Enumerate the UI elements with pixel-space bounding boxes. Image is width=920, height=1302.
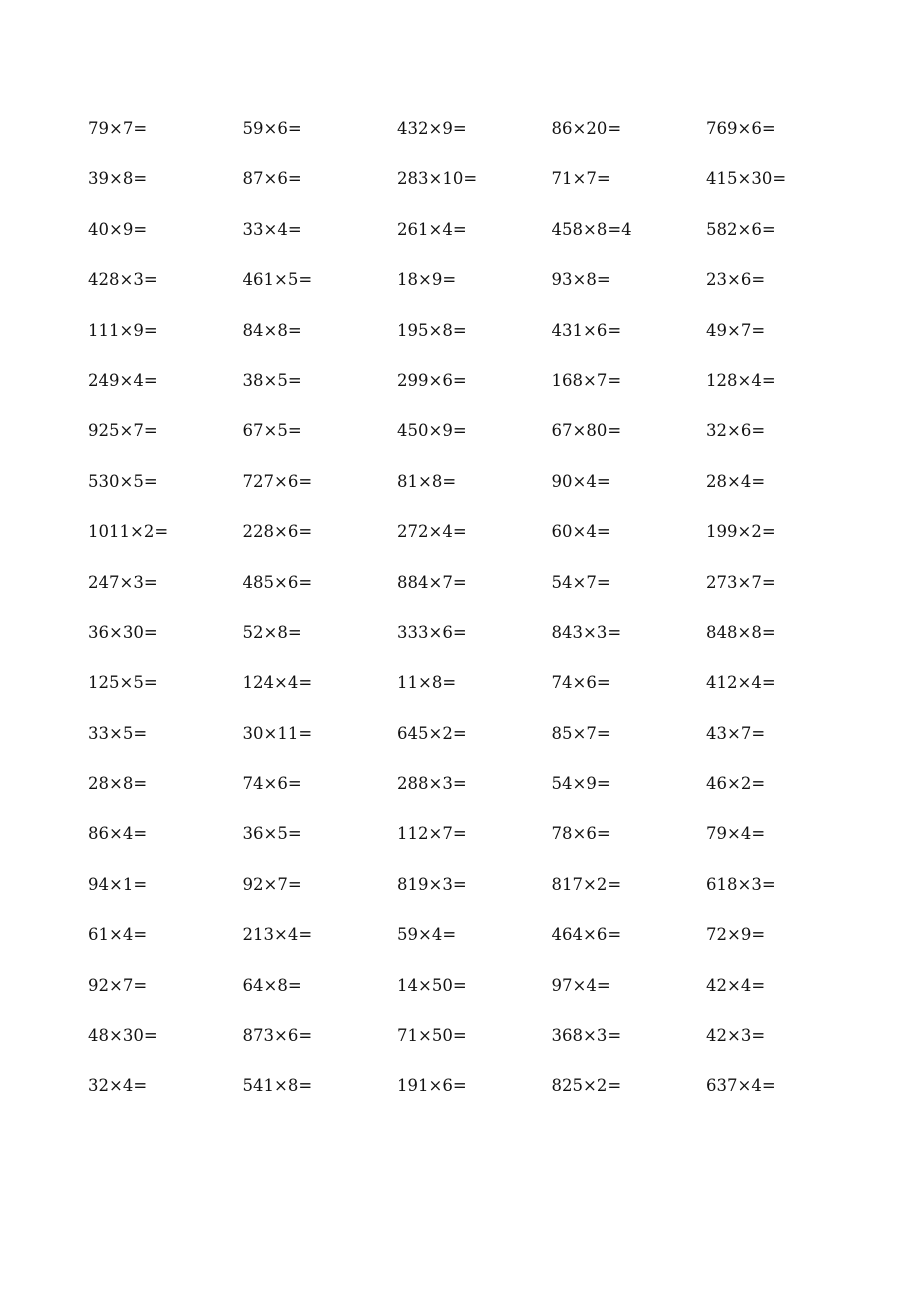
multiplication-problem: 645×2= <box>397 723 467 743</box>
multiplication-problem: 825×2= <box>551 1076 622 1096</box>
problem-row <box>88 166 868 216</box>
multiplication-problem: 90×4= <box>551 471 611 491</box>
multiplication-problem: 288×3= <box>397 774 467 794</box>
multiplication-problem: 530×5= <box>88 471 158 491</box>
problem-row <box>88 368 868 418</box>
multiplication-problem: 247×3= <box>88 572 158 592</box>
multiplication-problem: 94×1= <box>88 874 148 894</box>
multiplication-problem: 59×6= <box>242 119 302 138</box>
multiplication-problem: 67×5= <box>242 421 302 441</box>
multiplication-problem: 61×4= <box>88 925 148 945</box>
multiplication-problem: 32×6= <box>706 421 766 441</box>
problem-row <box>88 217 868 267</box>
problem-row <box>88 922 868 972</box>
multiplication-problem: 213×4= <box>242 925 313 945</box>
multiplication-problem: 111×9= <box>88 320 158 340</box>
multiplication-problem: 464×6= <box>551 925 622 945</box>
multiplication-problem: 299×6= <box>397 370 467 390</box>
multiplication-problem: 817×2= <box>551 874 622 894</box>
problem-row <box>88 469 868 519</box>
multiplication-problem: 368×3= <box>551 1026 622 1046</box>
problem-row <box>88 116 868 166</box>
problem-row <box>88 570 868 620</box>
multiplication-problem: 199×2= <box>706 522 776 542</box>
multiplication-problem: 843×3= <box>551 622 622 642</box>
multiplication-problem: 86×4= <box>88 824 148 844</box>
multiplication-problem: 1011×2= <box>88 522 169 542</box>
problem-row <box>88 771 868 821</box>
multiplication-problem: 36×30= <box>88 622 158 642</box>
multiplication-problem: 71×7= <box>551 169 611 189</box>
multiplication-problem: 485×6= <box>242 572 313 592</box>
multiplication-problem: 191×6= <box>397 1076 467 1096</box>
problem-row <box>88 821 868 871</box>
multiplication-problem: 39×8= <box>88 169 148 189</box>
multiplication-problem: 618×3= <box>706 874 776 894</box>
multiplication-problem: 884×7= <box>397 572 467 592</box>
multiplication-problem: 87×6= <box>242 169 302 189</box>
multiplication-problem: 30×11= <box>242 723 313 743</box>
problem-row <box>88 872 868 922</box>
multiplication-problem: 43×7= <box>706 723 766 743</box>
multiplication-problem: 428×3= <box>88 270 158 290</box>
multiplication-problem: 582×6= <box>706 219 776 239</box>
multiplication-problem: 769×6= <box>706 119 776 138</box>
multiplication-problem: 28×8= <box>88 774 148 794</box>
multiplication-problem: 72×9= <box>706 925 766 945</box>
multiplication-problem: 92×7= <box>242 874 302 894</box>
multiplication-problem: 54×9= <box>551 774 611 794</box>
multiplication-problem: 40×9= <box>88 219 148 239</box>
multiplication-problem: 168×7= <box>551 370 622 390</box>
problem-row <box>88 418 868 468</box>
multiplication-problem: 59×4= <box>397 925 457 945</box>
problem-grid <box>88 116 868 1124</box>
multiplication-problem: 33×4= <box>242 219 302 239</box>
multiplication-problem: 52×8= <box>242 622 302 642</box>
multiplication-problem: 283×10= <box>397 169 478 189</box>
multiplication-problem: 97×4= <box>551 975 611 995</box>
multiplication-problem: 431×6= <box>551 320 622 340</box>
multiplication-problem: 727×6= <box>242 471 313 491</box>
multiplication-problem: 23×6= <box>706 270 766 290</box>
multiplication-problem: 848×8= <box>706 622 776 642</box>
multiplication-problem: 637×4= <box>706 1076 776 1096</box>
multiplication-problem: 92×7= <box>88 975 148 995</box>
multiplication-problem: 412×4= <box>706 673 776 693</box>
multiplication-problem: 112×7= <box>397 824 467 844</box>
multiplication-problem: 48×30= <box>88 1026 158 1046</box>
multiplication-problem: 11×8= <box>397 673 457 693</box>
multiplication-problem: 873×6= <box>242 1026 313 1046</box>
multiplication-problem: 46×2= <box>706 774 766 794</box>
multiplication-problem: 261×4= <box>397 219 467 239</box>
multiplication-problem: 333×6= <box>397 622 467 642</box>
multiplication-problem: 85×7= <box>551 723 611 743</box>
multiplication-problem: 79×4= <box>706 824 766 844</box>
multiplication-problem: 415×30= <box>706 169 787 189</box>
multiplication-problem: 124×4= <box>242 673 313 693</box>
multiplication-problem: 432×9= <box>397 119 467 138</box>
multiplication-problem: 60×4= <box>551 522 611 542</box>
multiplication-problem: 42×3= <box>706 1026 766 1046</box>
multiplication-problem: 33×5= <box>88 723 148 743</box>
multiplication-problem: 36×5= <box>242 824 302 844</box>
multiplication-problem: 74×6= <box>242 774 302 794</box>
multiplication-problem: 450×9= <box>397 421 467 441</box>
multiplication-problem: 458×8=4 <box>551 219 632 239</box>
multiplication-problem: 79×7= <box>88 119 148 138</box>
multiplication-problem: 14×50= <box>397 975 467 995</box>
multiplication-problem: 541×8= <box>242 1076 313 1096</box>
multiplication-problem: 461×5= <box>242 270 313 290</box>
multiplication-problem: 228×6= <box>242 522 313 542</box>
problem-row <box>88 721 868 771</box>
multiplication-problem: 32×4= <box>88 1076 148 1096</box>
problem-row <box>88 318 868 368</box>
multiplication-problem: 925×7= <box>88 421 158 441</box>
multiplication-problem: 64×8= <box>242 975 302 995</box>
problem-row <box>88 1023 868 1073</box>
multiplication-problem: 128×4= <box>706 370 776 390</box>
multiplication-problem: 81×8= <box>397 471 457 491</box>
multiplication-problem: 273×7= <box>706 572 776 592</box>
multiplication-problem: 272×4= <box>397 522 467 542</box>
multiplication-problem: 28×4= <box>706 471 766 491</box>
multiplication-problem: 125×5= <box>88 673 158 693</box>
multiplication-problem: 86×20= <box>551 119 622 138</box>
multiplication-problem: 71×50= <box>397 1026 467 1046</box>
multiplication-problem: 49×7= <box>706 320 766 340</box>
multiplication-problem: 249×4= <box>88 370 158 390</box>
multiplication-problem: 78×6= <box>551 824 611 844</box>
multiplication-problem: 93×8= <box>551 270 611 290</box>
multiplication-problem: 74×6= <box>551 673 611 693</box>
problem-row <box>88 973 868 1023</box>
problem-row <box>88 620 868 670</box>
problem-row <box>88 519 868 569</box>
multiplication-problem: 67×80= <box>551 421 622 441</box>
multiplication-problem: 819×3= <box>397 874 467 894</box>
multiplication-problem: 18×9= <box>397 270 457 290</box>
multiplication-problem: 38×5= <box>242 370 302 390</box>
problem-row <box>88 267 868 317</box>
multiplication-problem: 84×8= <box>242 320 302 340</box>
multiplication-problem: 42×4= <box>706 975 766 995</box>
problem-row <box>88 1073 868 1123</box>
multiplication-problem: 195×8= <box>397 320 467 340</box>
multiplication-problem: 54×7= <box>551 572 611 592</box>
problem-row <box>88 670 868 720</box>
